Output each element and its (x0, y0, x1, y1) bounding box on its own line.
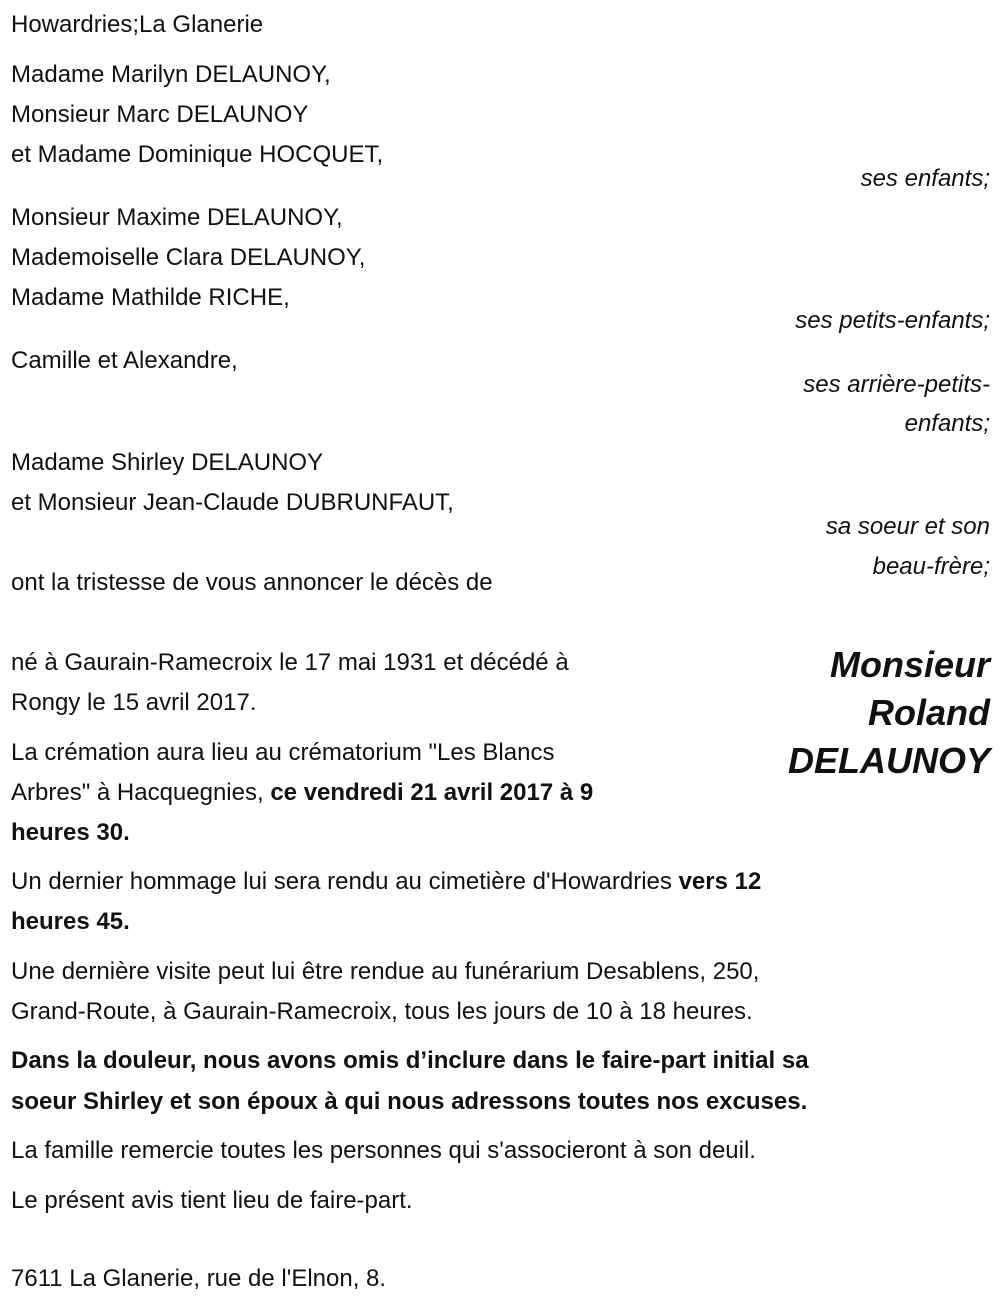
child-name: Monsieur Marc DELAUNOY (11, 101, 309, 128)
apology: Dans la douleur, nous avons omis d’inclure dans le faire-part initial sa (11, 1047, 809, 1074)
cremation-time-text: heures 30. (11, 819, 130, 846)
great-grandchildren-label: ses arrière-petits- (803, 371, 990, 398)
sibling-name: Madame Shirley DELAUNOY (11, 449, 324, 476)
great-grandchildren-label: enfants; (904, 410, 990, 437)
grandchild-name: Mademoiselle Clara DELAUNOY, (11, 244, 366, 271)
siblings-label: beau-frère; (872, 553, 990, 580)
grandchildren-label: ses petits-enfants; (795, 307, 990, 334)
announcement: ont la tristesse de vous annoncer le décès de (11, 569, 493, 596)
children-label: ses enfants; (860, 165, 990, 192)
birth-info: Rongy le 15 avril 2017. (11, 689, 257, 716)
deceased-name: Monsieur (829, 644, 990, 685)
tribute-time (11, 908, 130, 936)
child-name: et Madame Dominique HOCQUET, (11, 141, 384, 168)
notice: Le présent avis tient lieu de faire-part. (11, 1187, 413, 1214)
address: 7611 La Glanerie, rue de l'Elnon, 8. (11, 1265, 387, 1292)
sibling-name: et Monsieur Jean-Claude DUBRUNFAUT, (11, 489, 454, 516)
deceased-name: DELAUNOY (787, 740, 990, 781)
child-name: Madame Marilyn DELAUNOY, (11, 61, 331, 88)
cremation-info: La crémation aura lieu au crématorium "Les Blancs (11, 739, 555, 766)
cremation-time (11, 819, 130, 847)
tribute-time: vers 12 (678, 868, 762, 895)
birth-info: né à Gaurain-Ramecroix le 17 mai 1931 et décédé à (11, 649, 569, 676)
tribute-info (11, 868, 761, 896)
apology: soeur Shirley et son époux à qui nous adressons toutes nos excuses. (11, 1088, 808, 1115)
thanks: La famille remercie toutes les personnes qui s'associeront à son deuil. (11, 1137, 756, 1164)
tribute-text: Un dernier hommage lui sera rendu au cimetière d'Howardries (11, 868, 679, 895)
visit-info: Une dernière visite peut lui être rendue au funérarium Desablens, 250, (11, 958, 760, 985)
grandchild-name: Madame Mathilde RICHE, (11, 284, 290, 311)
tribute-time-text: heures 45. (11, 908, 130, 935)
cremation-place: Arbres" à Hacquegnies, (11, 779, 271, 806)
great-grandchildren-names: Camille et Alexandre, (11, 347, 238, 374)
deceased-name: Roland (868, 692, 990, 733)
grandchild-name: Monsieur Maxime DELAUNOY, (11, 204, 343, 231)
siblings-label: sa soeur et son (825, 513, 990, 540)
visit-info: Grand-Route, à Gaurain-Ramecroix, tous les jours de 10 à 18 heures. (11, 998, 753, 1025)
location: Howardries;La Glanerie (11, 11, 264, 38)
cremation-info (11, 779, 593, 807)
cremation-date: ce vendredi 21 avril 2017 à 9 (270, 779, 594, 806)
